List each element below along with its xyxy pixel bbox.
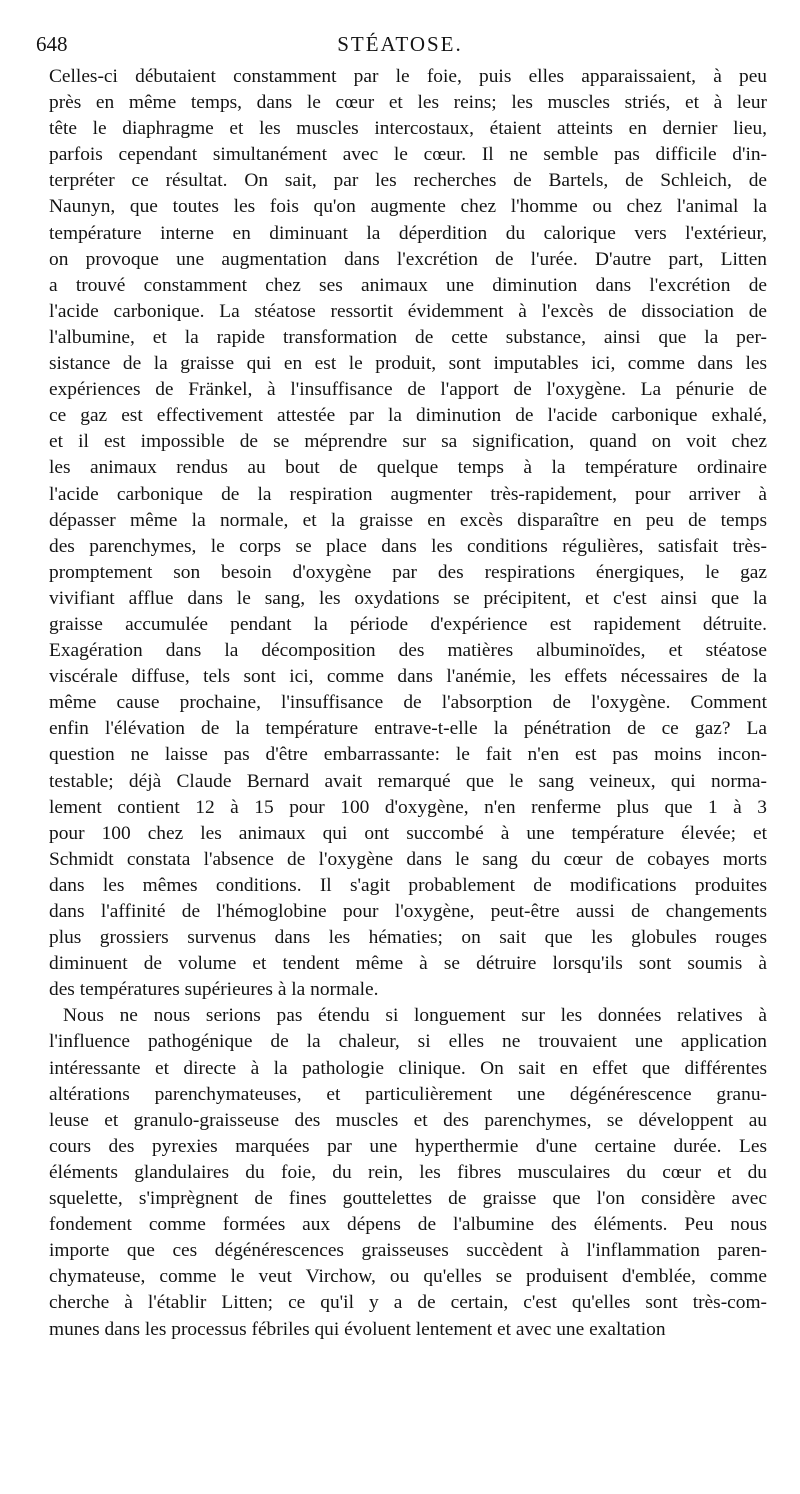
text-line: expériences de Fränkel, à l'insuffisance de l'apport de l'oxygène. La pénurie de xyxy=(49,379,767,401)
text-line: dans les mêmes conditions. Il s'agit probablement de modifications produites xyxy=(49,874,767,896)
text-line: tête le diaphragme et les muscles intercostaux, étaient atteints en dernier lieu, xyxy=(49,118,767,140)
text-line: graisse accumulée pendant la période d'expérience est rapidement détruite. xyxy=(49,613,767,635)
text-line: et il est impossible de se méprendre sur sa signification, quand on voit chez xyxy=(49,431,767,453)
text-line: même cause prochaine, l'insuffisance de l'absorption de l'oxygène. Comment xyxy=(49,692,767,714)
text-line: chymateuse, comme le veut Virchow, ou qu'elles se produisent d'emblée, comme xyxy=(49,1266,767,1288)
text-line: l'acide carbonique de la respiration augmenter très-rapidement, pour arriver à xyxy=(49,483,767,505)
text-line: les animaux rendus au bout de quelque temps à la température ordinaire xyxy=(49,457,767,479)
text-line: près en même temps, dans le cœur et les reins; les muscles striés, et à leur xyxy=(49,92,767,114)
text-line: l'acide carbonique. La stéatose ressortit évidemment à l'excès de dissociation de xyxy=(49,300,767,322)
text-line: Celles-ci débutaient constamment par le foie, puis elles apparaissaient, à peu xyxy=(49,66,767,87)
text-line: sistance de la graisse qui en est le produit, sont imputables ici, comme dans les xyxy=(49,353,767,375)
text-line: leuse et granulo-graisseuse des muscles et des parenchymes, se développent au xyxy=(49,1109,767,1131)
text-line: parfois cependant simultanément avec le cœur. Il ne semble pas difficile d'in- xyxy=(49,144,767,166)
text-line: munes dans les processus fébriles qui évoluent lentement et avec une exaltation xyxy=(49,1318,666,1340)
running-title: STÉATOSE. xyxy=(337,32,463,56)
text-line: cours des pyrexies marquées par une hyperthermie d'une certaine durée. Les xyxy=(49,1135,767,1157)
text-line: Nous ne nous serions pas étendu si longuement sur les données relatives à xyxy=(63,1005,767,1027)
paragraph xyxy=(49,64,767,1003)
text-line: on provoque une augmentation dans l'excrétion de l'urée. D'autre part, Litten xyxy=(49,248,767,270)
text-line: intéressante et directe à la pathologie clinique. On sait en effet que différentes xyxy=(49,1057,767,1079)
text-line: des parenchymes, le corps se place dans les conditions régulières, satisfait très- xyxy=(49,535,767,557)
text-line: des températures supérieures à la normale. xyxy=(49,979,379,1001)
text-line: plus grossiers survenus dans les hématies; on sait que les globules rouges xyxy=(49,927,767,949)
text-line: importe que ces dégénérescences graisseuses succèdent à l'inflammation paren- xyxy=(49,1240,767,1262)
text-line: vivifiant afflue dans le sang, les oxydations se précipitent, et c'est ainsi que la xyxy=(49,587,767,609)
text-line: promptement son besoin d'oxygène par des respirations énergiques, le gaz xyxy=(49,561,767,583)
body-text xyxy=(49,64,767,1343)
text-line: diminuent de volume et tendent même à se détruire lorsqu'ils sont soumis à xyxy=(49,953,767,975)
text-line: a trouvé constamment chez ses animaux une diminution dans l'excrétion de xyxy=(49,274,767,296)
text-line: l'albumine, et la rapide transformation de cette substance, ainsi que la per- xyxy=(49,326,767,348)
text-line: éléments glandulaires du foie, du rein, les fibres musculaires du cœur et du xyxy=(49,1161,767,1183)
text-line: lement contient 12 à 15 pour 100 d'oxygène, n'en renferme plus que 1 à 3 xyxy=(49,796,767,818)
text-line: Naunyn, que toutes les fois qu'on augmente chez l'homme ou chez l'animal la xyxy=(49,196,767,218)
text-line: testable; déjà Claude Bernard avait remarqué que le sang veineux, qui norma- xyxy=(49,770,767,792)
paragraph xyxy=(49,1003,767,1342)
text-line: pour 100 chez les animaux qui ont succombé à une température élevée; et xyxy=(49,822,767,844)
page-number: 648 xyxy=(36,32,68,56)
text-line: squelette, s'imprègnent de fines gouttelettes de graisse que l'on considère avec xyxy=(49,1188,767,1210)
text-line: ce gaz est effectivement attestée par la diminution de l'acide carbonique exhalé, xyxy=(49,405,767,427)
text-line: cherche à l'établir Litten; ce qu'il y a de certain, c'est qu'elles sont très-com- xyxy=(49,1292,767,1314)
text-line: dépasser même la normale, et la graisse en excès disparaître en peu de temps xyxy=(49,509,767,531)
text-line: l'influence pathogénique de la chaleur, si elles ne trouvaient une application xyxy=(49,1031,767,1053)
text-line: Exagération dans la décomposition des matières albuminoïdes, et stéatose xyxy=(49,640,767,662)
text-line: viscérale diffuse, tels sont ici, comme dans l'anémie, les effets nécessaires de la xyxy=(49,666,767,688)
text-line: température interne en diminuant la déperdition du calorique vers l'extérieur, xyxy=(49,222,767,244)
text-line: question ne laisse pas d'être embarrassante: le fait n'en est pas moins incon- xyxy=(49,744,767,766)
text-line: altérations parenchymateuses, et particulièrement une dégénérescence granu- xyxy=(49,1083,767,1105)
text-line: enfin l'élévation de la température entrave-t-elle la pénétration de ce gaz? La xyxy=(49,718,767,740)
page-header xyxy=(36,28,764,68)
text-line: dans l'affinité de l'hémoglobine pour l'oxygène, peut-être aussi de changements xyxy=(49,901,767,922)
text-line: fondement comme formées aux dépens de l'albumine des éléments. Peu nous xyxy=(49,1214,767,1236)
text-line: terpréter ce résultat. On sait, par les recherches de Bartels, de Schleich, de xyxy=(49,170,767,192)
text-line: Schmidt constata l'absence de l'oxygène dans le sang du cœur de cobayes morts xyxy=(49,848,767,870)
